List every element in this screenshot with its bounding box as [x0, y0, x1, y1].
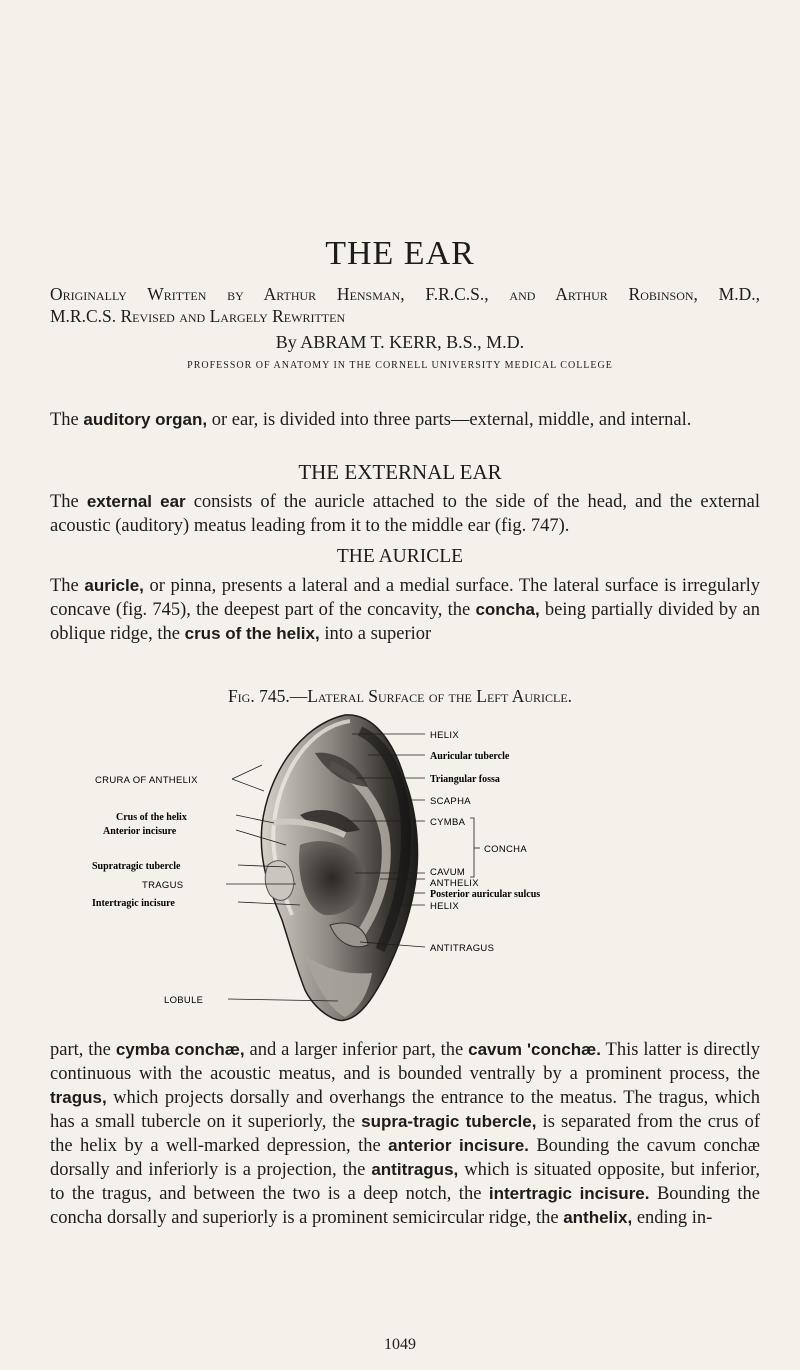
- label-crura-anthelix: CRURA OF ANTHELIX: [95, 775, 198, 786]
- label-tragus: TRAGUS: [142, 880, 184, 891]
- auricle-paragraph: The auricle, or pinna, presents a lateral and a medial surface. The lateral surface is irregularly concave (fig. 745), the deepest part of the concavity, the concha, being partially divided by an oblique ridge, the crus of the helix, into a superior: [50, 576, 761, 644]
- intro-paragraph: The auditory organ, or ear, is divided into three parts—external, middle, and internal.: [50, 410, 692, 430]
- author: By ABRAM T. KERR, B.S., M.D.: [275, 332, 525, 352]
- label-helix-lower: HELIX: [430, 901, 459, 912]
- continued-paragraph: part, the cymba conchæ, and a larger inferior part, the cavum 'conchæ. This latter is directly continuous with the acoustic meatus, and is bounded ventrally by a prominent process, the tragus, which projects dorsally and overhangs the entrance to the meatus. The tragus, which has a small tubercle on it superiorly, the supra-tragic tubercle, is separated from the crus of the helix by a well-marked depression, the anterior incisure. Bounding the cavum conchæ dorsally and inferiorly is a projection, the antitragus, which is situated opposite, but inferior, to the tragus, and between the two is a deep notch, the intertragic incisure. Bounding the concha dorsally and superiorly is a prominent semicircular ridge, the anthelix, ending in-: [50, 1040, 761, 1228]
- external-ear-paragraph: The external ear consists of the auricle attached to the side of the head, and the external acoustic (auditory) meatus leading from it to the middle ear (fig. 747).: [50, 492, 761, 536]
- label-triangular-fossa: Triangular fossa: [430, 774, 500, 785]
- figure-caption: Fig. 745.—Lateral Surface of the Left Auricle.: [227, 686, 573, 706]
- label-helix: HELIX: [430, 730, 459, 741]
- label-lobule: LOBULE: [164, 995, 204, 1006]
- ear-illustration: [261, 715, 417, 1021]
- byline-line-2: M.R.C.S. Revised and Largely Rewritten: [50, 306, 346, 326]
- label-cymba: CYMBA: [430, 817, 466, 828]
- chapter-title: THE EAR: [325, 235, 475, 272]
- label-crus-helix: Crus of the helix: [116, 812, 187, 823]
- label-anterior-incisure: Anterior incisure: [103, 826, 177, 837]
- heading-auricle: THE AURICLE: [336, 546, 464, 567]
- auricle-figure: [0, 705, 800, 1030]
- label-antitragus: ANTITRAGUS: [430, 943, 495, 954]
- label-scapha: SCAPHA: [430, 796, 471, 807]
- byline: [50, 283, 760, 327]
- page-number: 1049: [384, 1336, 416, 1353]
- label-concha: CONCHA: [484, 844, 527, 855]
- label-supratragic-tubercle: Supratragic tubercle: [92, 861, 181, 872]
- label-intertragic-incisure: Intertragic incisure: [92, 898, 175, 909]
- label-cavum: CAVUM: [430, 867, 466, 878]
- heading-external-ear: THE EXTERNAL EAR: [298, 460, 502, 484]
- label-auricular-tubercle: Auricular tubercle: [430, 751, 510, 762]
- affiliation: PROFESSOR OF ANATOMY IN THE CORNELL UNIVERSITY MEDICAL COLLEGE: [187, 360, 613, 371]
- label-anthelix: ANTHELIX: [430, 878, 479, 889]
- byline-line-1: Originally Written by Arthur Hensman, F.R.C.S., and Arthur Robinson, M.D.,: [50, 284, 760, 304]
- label-posterior-auricular-sulcus: Posterior auricular sulcus: [430, 889, 541, 900]
